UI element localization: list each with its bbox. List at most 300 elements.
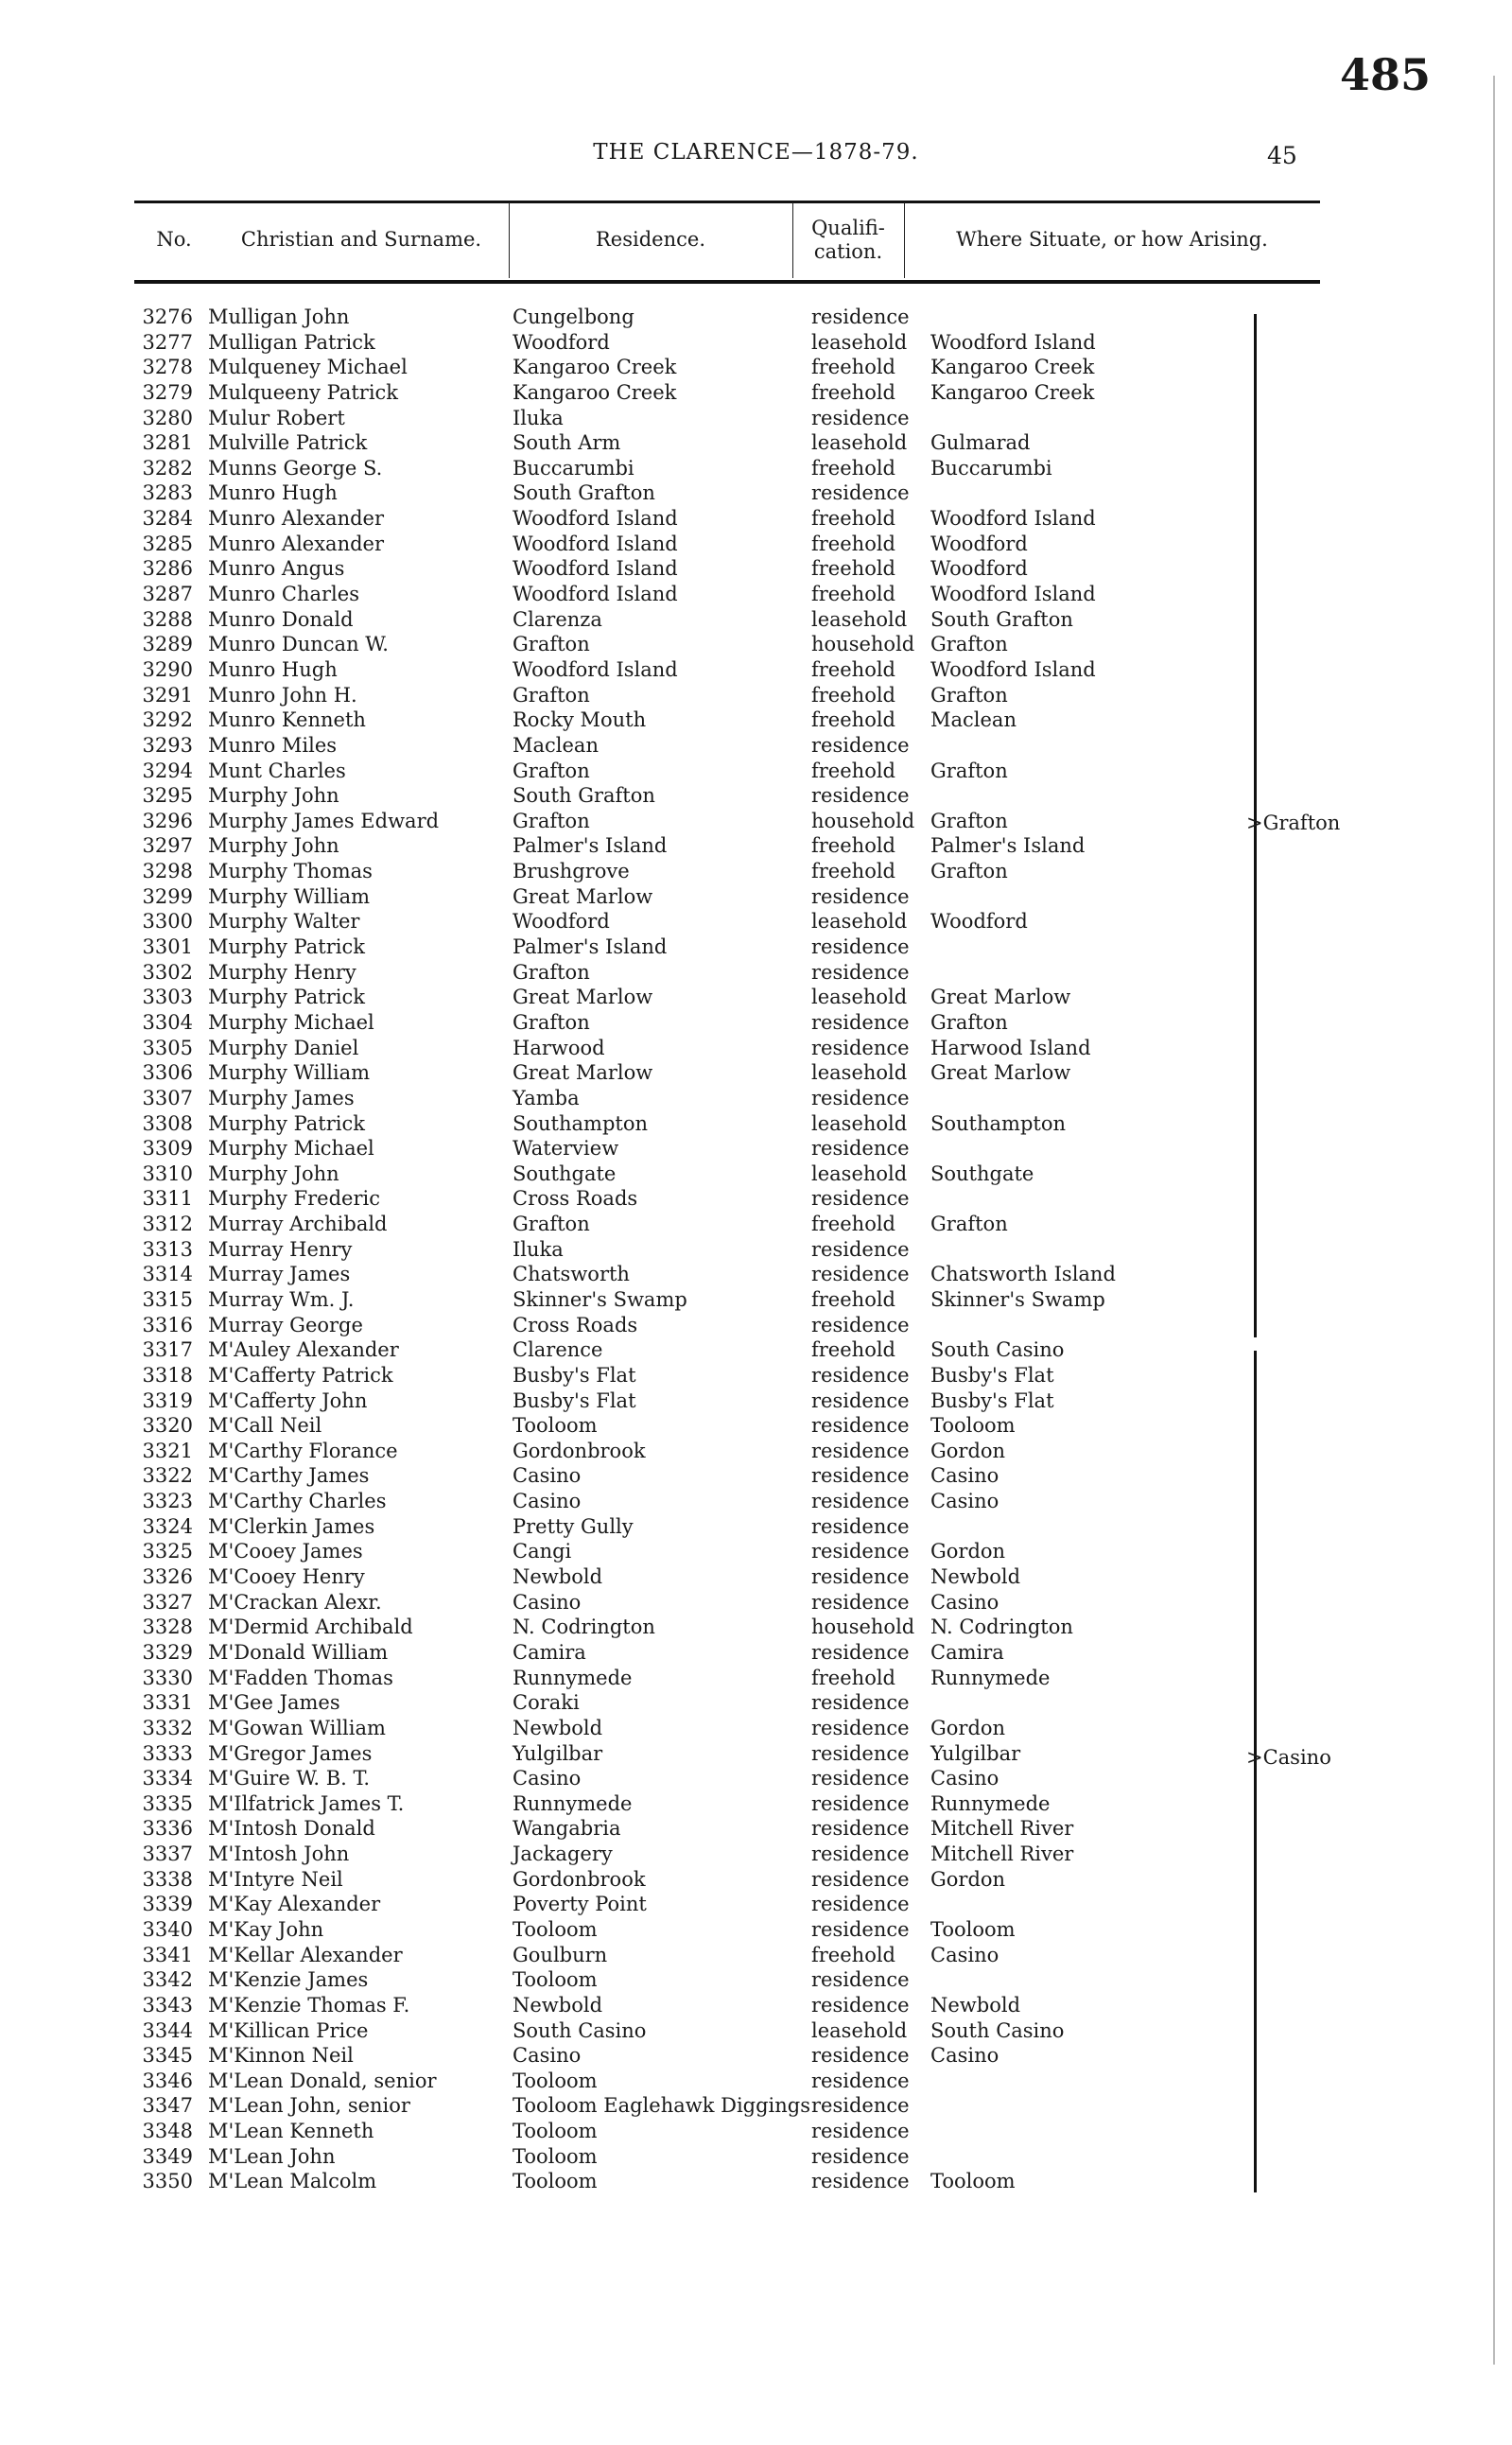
table-row — [0, 833, 1512, 859]
entry-where-situate: Palmer's Island — [930, 834, 1086, 858]
table-row — [0, 2018, 1512, 2044]
entry-qualification: freehold — [811, 759, 895, 782]
entry-residence: Cross Roads — [513, 1313, 638, 1336]
entry-number: 3303 — [142, 986, 193, 1009]
entry-residence: Pretty Gully — [513, 1514, 634, 1538]
entry-residence: Buccarumbi — [513, 456, 634, 480]
entry-number: 3284 — [142, 507, 193, 531]
table-row — [0, 1967, 1512, 1993]
entry-qualification: residence — [811, 1363, 910, 1387]
entry-name: Murphy James Edward — [208, 809, 440, 832]
entry-name: M'Cooey Henry — [208, 1565, 365, 1589]
entry-residence: Grafton — [513, 960, 590, 984]
entry-where-situate: South Casino — [930, 1338, 1065, 1362]
table-row — [0, 1060, 1512, 1086]
table-row — [0, 1413, 1512, 1439]
entry-residence: Yulgilbar — [513, 1741, 603, 1765]
entry-number: 3336 — [142, 1817, 193, 1841]
entry-number: 3298 — [142, 860, 193, 883]
entry-number: 3281 — [142, 431, 193, 455]
entry-name: M'Killican Price — [208, 2018, 369, 2042]
entry-where-situate: Woodford Island — [930, 657, 1096, 681]
entry-qualification: freehold — [811, 456, 895, 480]
entry-residence: Woodford Island — [513, 507, 678, 531]
entry-name: Murphy Michael — [208, 1137, 374, 1161]
entry-name: M'Crackan Alexr. — [208, 1590, 382, 1614]
entry-residence: Brushgrove — [513, 860, 630, 883]
entry-residence: Yamba — [513, 1086, 580, 1109]
entry-name: M'Kenzie James — [208, 1968, 369, 1992]
entry-qualification: residence — [811, 2170, 910, 2193]
entry-where-situate: Grafton — [930, 633, 1008, 656]
entry-qualification: leasehold — [811, 1161, 908, 1185]
entry-number: 3277 — [142, 330, 193, 354]
table-row — [0, 1514, 1512, 1540]
entry-qualification: residence — [811, 1993, 910, 2017]
header-qualification: Qualifi- cation. — [811, 216, 885, 263]
entry-where-situate: Tooloom — [930, 1918, 1016, 1941]
entry-residence: Clarence — [513, 1338, 603, 1362]
entry-number: 3313 — [142, 1237, 193, 1261]
table-row — [0, 1337, 1512, 1363]
page-number: 485 — [1339, 49, 1431, 100]
entry-number: 3348 — [142, 2120, 193, 2143]
table-row — [0, 430, 1512, 456]
entry-number: 3289 — [142, 633, 193, 656]
entry-where-situate: Grafton — [930, 809, 1008, 832]
entry-qualification: residence — [811, 306, 910, 328]
entry-qualification: residence — [811, 1893, 910, 1916]
entry-residence: Woodford Island — [513, 532, 678, 555]
table-row — [0, 1816, 1512, 1842]
entry-qualification: residence — [811, 1842, 910, 1866]
entry-qualification: freehold — [811, 1213, 895, 1236]
entry-qualification: residence — [811, 2044, 910, 2068]
entry-residence: Waterview — [513, 1137, 619, 1161]
entry-number: 3330 — [142, 1666, 193, 1689]
entry-qualification: residence — [811, 1514, 910, 1538]
entry-residence: Woodford Island — [513, 583, 678, 606]
entry-name: M'Intosh John — [208, 1842, 350, 1866]
table-row — [0, 1867, 1512, 1893]
table-row — [0, 1791, 1512, 1817]
entry-where-situate: Great Marlow — [930, 1061, 1071, 1085]
entry-qualification: residence — [811, 784, 910, 808]
entry-name: M'Cafferty John — [208, 1388, 368, 1412]
entry-name: Murphy John — [208, 834, 339, 858]
entry-qualification: residence — [811, 1464, 910, 1488]
entry-number: 3288 — [142, 607, 193, 631]
entry-qualification: freehold — [811, 1943, 895, 1966]
entry-where-situate: Newbold — [930, 1993, 1021, 2017]
entry-where-situate: Woodford Island — [930, 507, 1096, 531]
entry-number: 3283 — [142, 481, 193, 505]
entry-number: 3296 — [142, 809, 193, 832]
entry-number: 3325 — [142, 1540, 193, 1563]
entry-name: Munro Donald — [208, 607, 354, 631]
entry-number: 3307 — [142, 1086, 193, 1109]
entry-qualification: household — [811, 809, 915, 832]
entry-qualification: residence — [811, 406, 910, 429]
entry-residence: Woodford — [513, 910, 610, 934]
entry-residence: Wangabria — [513, 1817, 621, 1841]
entry-qualification: residence — [811, 1918, 910, 1941]
entry-name: Munro Miles — [208, 733, 338, 757]
entry-name: Murphy Daniel — [208, 1036, 359, 1059]
entry-qualification: residence — [811, 2144, 910, 2168]
entry-name: Murphy Walter — [208, 910, 360, 934]
entry-name: M'Auley Alexander — [208, 1338, 399, 1362]
entry-qualification: residence — [811, 733, 910, 757]
entry-number: 3346 — [142, 2069, 193, 2092]
table-row — [0, 506, 1512, 532]
entry-residence: Grafton — [513, 759, 590, 782]
table-row — [0, 1136, 1512, 1161]
entry-where-situate: Gordon — [930, 1867, 1006, 1891]
entry-where-situate: Gordon — [930, 1439, 1006, 1462]
entry-name: M'Carthy Charles — [208, 1490, 387, 1513]
entry-residence: Newbold — [513, 1565, 603, 1589]
entry-number: 3316 — [142, 1313, 193, 1336]
entry-name: Murphy William — [208, 1061, 371, 1085]
entry-qualification: residence — [811, 1263, 910, 1286]
entry-qualification: freehold — [811, 834, 895, 858]
entry-number: 3292 — [142, 708, 193, 732]
entry-name: Murphy Thomas — [208, 860, 373, 883]
header-residence: Residence. — [596, 228, 705, 252]
entry-number: 3287 — [142, 583, 193, 606]
table-row — [0, 355, 1512, 380]
entry-number: 3312 — [142, 1213, 193, 1236]
entry-where-situate: Casino — [930, 1590, 999, 1614]
entry-number: 3311 — [142, 1187, 193, 1211]
entry-residence: Grafton — [513, 1213, 590, 1236]
entry-residence: Casino — [513, 1490, 582, 1513]
entry-qualification: residence — [811, 1313, 910, 1336]
entry-qualification: residence — [811, 960, 910, 984]
entry-residence: Busby's Flat — [513, 1388, 636, 1412]
table-row — [0, 1363, 1512, 1388]
entry-number: 3338 — [142, 1867, 193, 1891]
entry-number: 3349 — [142, 2144, 193, 2168]
entry-number: 3344 — [142, 2018, 193, 2042]
entry-number: 3326 — [142, 1565, 193, 1589]
entry-qualification: residence — [811, 884, 910, 908]
entry-qualification: leasehold — [811, 2018, 908, 2042]
entry-residence: Poverty Point — [513, 1893, 647, 1916]
entry-residence: Newbold — [513, 1993, 603, 2017]
table-row — [0, 2043, 1512, 2069]
entry-residence: Goulburn — [513, 1943, 608, 1966]
table-row — [0, 1640, 1512, 1666]
entry-residence: Kangaroo Creek — [513, 380, 677, 404]
entry-name: Munro Kenneth — [208, 708, 366, 732]
entry-number: 3347 — [142, 2094, 193, 2118]
entry-qualification: residence — [811, 1086, 910, 1109]
table-row — [0, 2169, 1512, 2194]
entry-residence: Busby's Flat — [513, 1363, 636, 1387]
entry-number: 3286 — [142, 557, 193, 581]
table-row — [0, 1010, 1512, 1036]
entry-name: Munro Alexander — [208, 507, 385, 531]
entry-residence: Chatsworth — [513, 1263, 630, 1286]
brace-line — [1241, 1351, 1257, 2192]
entry-number: 3297 — [142, 834, 193, 858]
entry-qualification: residence — [811, 2094, 910, 2118]
table-row — [0, 556, 1512, 582]
table-row — [0, 934, 1512, 960]
table-row — [0, 1313, 1512, 1338]
entry-name: M'Lean Malcolm — [208, 2170, 377, 2193]
entry-residence: Kangaroo Creek — [513, 356, 677, 379]
table-row — [0, 330, 1512, 356]
entry-number: 3337 — [142, 1842, 193, 1866]
entry-number: 3327 — [142, 1590, 193, 1614]
entry-where-situate: Southgate — [930, 1161, 1034, 1185]
running-title: THE CLARENCE—1878-79. — [593, 140, 919, 165]
entry-where-situate: Casino — [930, 2044, 999, 2068]
entry-qualification: residence — [811, 1741, 910, 1765]
entry-where-situate: Kangaroo Creek — [930, 356, 1095, 379]
entry-residence: Cangi — [513, 1540, 572, 1563]
entry-where-situate: Grafton — [930, 1010, 1008, 1034]
entry-residence: Casino — [513, 2044, 582, 2068]
entry-where-situate: Camira — [930, 1640, 1004, 1664]
entry-name: M'Intosh Donald — [208, 1817, 375, 1841]
entry-where-situate: Tooloom — [930, 2170, 1016, 2193]
entry-residence: Newbold — [513, 1716, 603, 1739]
entry-where-situate: Busby's Flat — [930, 1363, 1054, 1387]
table-row — [0, 1161, 1512, 1187]
entry-qualification: residence — [811, 1691, 910, 1715]
entry-residence: South Casino — [513, 2018, 647, 2042]
table-row — [0, 1212, 1512, 1237]
entry-number: 3300 — [142, 910, 193, 934]
entry-where-situate: Harwood Island — [930, 1036, 1091, 1059]
entry-where-situate: Newbold — [930, 1565, 1021, 1589]
entry-name: Munro John H. — [208, 683, 357, 707]
entry-residence: Coraki — [513, 1691, 580, 1715]
entry-name: M'Carthy Florance — [208, 1439, 398, 1462]
entry-residence: Great Marlow — [513, 1061, 653, 1085]
entry-qualification: residence — [811, 1716, 910, 1739]
entry-name: M'Kellar Alexander — [208, 1943, 403, 1966]
entry-where-situate: Skinner's Swamp — [930, 1287, 1105, 1311]
table-row — [0, 1186, 1512, 1212]
entry-name: Murphy John — [208, 1161, 339, 1185]
entry-name: Murphy William — [208, 884, 371, 908]
entry-qualification: residence — [811, 1767, 910, 1790]
entry-qualification: residence — [811, 2069, 910, 2092]
entry-number: 3321 — [142, 1439, 193, 1462]
entry-where-situate: Great Marlow — [930, 986, 1071, 1009]
entry-where-situate: Yulgilbar — [930, 1741, 1021, 1765]
header-no: No. — [156, 228, 192, 252]
entry-name: Murray Henry — [208, 1237, 353, 1261]
entry-qualification: residence — [811, 1237, 910, 1261]
table-row — [0, 960, 1512, 986]
table-row — [0, 2093, 1512, 2119]
entry-number: 3320 — [142, 1414, 193, 1438]
table-row — [0, 707, 1512, 733]
entry-name: Mulville Patrick — [208, 431, 368, 455]
entry-where-situate: Grafton — [930, 683, 1008, 707]
entry-name: M'Gee James — [208, 1691, 340, 1715]
entry-where-situate: Gulmarad — [930, 431, 1031, 455]
entry-name: M'Lean Kenneth — [208, 2120, 374, 2143]
entry-number: 3308 — [142, 1111, 193, 1135]
entry-number: 3291 — [142, 683, 193, 707]
entry-qualification: residence — [811, 1036, 910, 1059]
entry-qualification: residence — [811, 1388, 910, 1412]
entry-number: 3342 — [142, 1968, 193, 1992]
entry-qualification: household — [811, 633, 915, 656]
entry-qualification: leasehold — [811, 330, 908, 354]
entry-residence: Great Marlow — [513, 884, 653, 908]
entry-where-situate: Gordon — [930, 1540, 1006, 1563]
entry-where-situate: Buccarumbi — [930, 456, 1052, 480]
entry-qualification: leasehold — [811, 431, 908, 455]
entry-residence: Grafton — [513, 683, 590, 707]
table-row — [0, 1766, 1512, 1791]
entry-name: Mulqueeny Patrick — [208, 380, 399, 404]
entry-qualification: residence — [811, 1490, 910, 1513]
entry-qualification: freehold — [811, 708, 895, 732]
entry-residence: Clarenza — [513, 607, 602, 631]
entry-qualification: residence — [811, 1968, 910, 1992]
entry-where-situate: Gordon — [930, 1716, 1006, 1739]
entry-number: 3340 — [142, 1918, 193, 1941]
entry-name: M'Fadden Thomas — [208, 1666, 393, 1689]
entry-where-situate: Woodford Island — [930, 583, 1096, 606]
entry-name: M'Kay John — [208, 1918, 324, 1941]
entry-residence: Tooloom — [513, 1918, 598, 1941]
entry-name: Murray James — [208, 1263, 351, 1286]
entry-qualification: freehold — [811, 683, 895, 707]
entry-residence: Woodford Island — [513, 657, 678, 681]
entry-number: 3301 — [142, 935, 193, 959]
entry-qualification: leasehold — [811, 1061, 908, 1085]
entry-number: 3310 — [142, 1161, 193, 1185]
entry-name: Mulligan Patrick — [208, 330, 375, 354]
entry-number: 3282 — [142, 456, 193, 480]
entry-where-situate: Grafton — [930, 759, 1008, 782]
entry-qualification: freehold — [811, 557, 895, 581]
roll-entries — [0, 305, 1512, 2194]
entry-qualification: residence — [811, 1137, 910, 1161]
entry-number: 3276 — [142, 306, 193, 328]
entry-residence: Tooloom — [513, 2144, 598, 2168]
entry-residence: Iluka — [513, 1237, 564, 1261]
table-row — [0, 733, 1512, 759]
entry-qualification: residence — [811, 935, 910, 959]
table-row — [0, 2069, 1512, 2094]
table-row — [0, 783, 1512, 809]
entry-number: 3279 — [142, 380, 193, 404]
entry-qualification: residence — [811, 1540, 910, 1563]
entry-number: 3319 — [142, 1388, 193, 1412]
entry-qualification: freehold — [811, 507, 895, 531]
entry-number: 3293 — [142, 733, 193, 757]
table-row — [0, 532, 1512, 557]
entry-residence: Maclean — [513, 733, 599, 757]
entry-number: 3323 — [142, 1490, 193, 1513]
entry-number: 3331 — [142, 1691, 193, 1715]
entry-where-situate: Casino — [930, 1490, 999, 1513]
entry-residence: Tooloom — [513, 2170, 598, 2193]
entry-number: 3278 — [142, 356, 193, 379]
entry-residence: Cross Roads — [513, 1187, 638, 1211]
table-row — [0, 607, 1512, 633]
entry-where-situate: Woodford — [930, 910, 1028, 934]
entry-residence: Southgate — [513, 1161, 617, 1185]
entry-where-situate: Woodford Island — [930, 330, 1096, 354]
district-label: >Casino — [1246, 1746, 1331, 1769]
entry-name: Munro Duncan W. — [208, 633, 389, 656]
table-row — [0, 1943, 1512, 1968]
entry-where-situate: Grafton — [930, 860, 1008, 883]
entry-number: 3334 — [142, 1767, 193, 1790]
entry-name: M'Gregor James — [208, 1741, 373, 1765]
entry-qualification: residence — [811, 1867, 910, 1891]
entry-residence: South Grafton — [513, 481, 655, 505]
entry-name: Murphy Frederic — [208, 1187, 380, 1211]
entry-where-situate: Mitchell River — [930, 1817, 1074, 1841]
table-row — [0, 1111, 1512, 1137]
entry-qualification: leasehold — [811, 986, 908, 1009]
entry-number: 3306 — [142, 1061, 193, 1085]
entry-qualification: residence — [811, 1187, 910, 1211]
table-row — [0, 1690, 1512, 1716]
entry-residence: Tooloom Eaglehawk Diggings — [513, 2094, 811, 2118]
entry-qualification: freehold — [811, 380, 895, 404]
entry-residence: Tooloom — [513, 2120, 598, 2143]
entry-name: Murphy Patrick — [208, 1111, 365, 1135]
entry-name: M'Kay Alexander — [208, 1893, 381, 1916]
entry-qualification: freehold — [811, 583, 895, 606]
entry-qualification: freehold — [811, 1287, 895, 1311]
table-row — [0, 1463, 1512, 1489]
table-row — [0, 1716, 1512, 1741]
table-row — [0, 2144, 1512, 2170]
entry-qualification: freehold — [811, 1666, 895, 1689]
entry-qualification: residence — [811, 1414, 910, 1438]
entry-qualification: household — [811, 1615, 915, 1639]
table-row — [0, 1564, 1512, 1590]
entry-residence: Palmer's Island — [513, 935, 668, 959]
entry-name: M'Dermid Archibald — [208, 1615, 413, 1639]
table-row — [0, 683, 1512, 708]
entry-name: Murphy Michael — [208, 1010, 374, 1034]
entry-name: Murphy John — [208, 784, 339, 808]
entry-residence: Grafton — [513, 633, 590, 656]
entry-name: M'Clerkin James — [208, 1514, 375, 1538]
entry-name: Murray Wm. J. — [208, 1287, 355, 1311]
entry-qualification: freehold — [811, 356, 895, 379]
entry-where-situate: Casino — [930, 1767, 999, 1790]
entry-qualification: freehold — [811, 532, 895, 555]
entry-where-situate: Kangaroo Creek — [930, 380, 1095, 404]
table-row — [0, 1892, 1512, 1917]
entry-name: M'Carthy James — [208, 1464, 370, 1488]
entry-name: Munns George S. — [208, 456, 383, 480]
entry-name: M'Gowan William — [208, 1716, 386, 1739]
entry-number: 3324 — [142, 1514, 193, 1538]
entry-number: 3299 — [142, 884, 193, 908]
entry-name: Mulligan John — [208, 306, 350, 328]
entry-residence: Camira — [513, 1640, 586, 1664]
entry-name: M'Cafferty Patrick — [208, 1363, 393, 1387]
